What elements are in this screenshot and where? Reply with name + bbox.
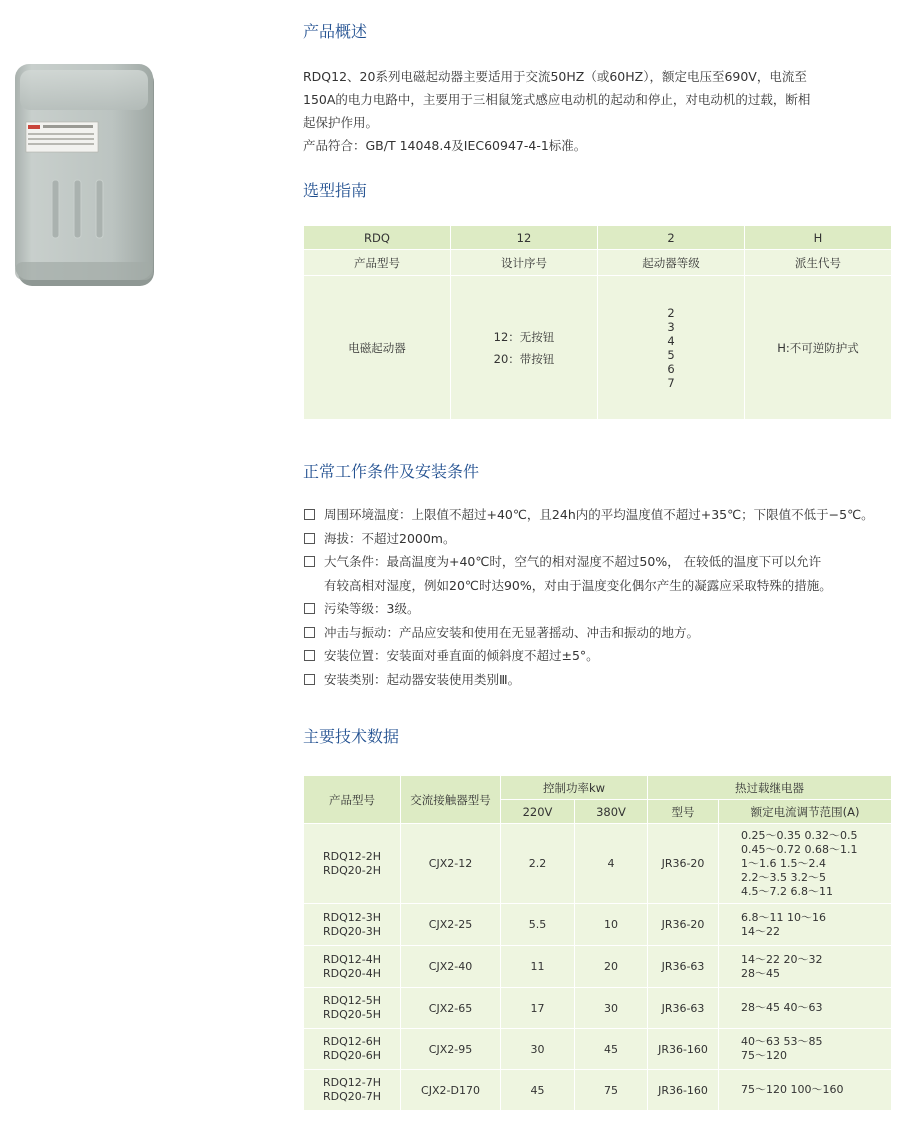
overview-text	[303, 65, 913, 157]
header-model: 产品型号	[304, 776, 401, 824]
overview-line: 起保护作用。	[303, 115, 379, 130]
checkbox-icon	[304, 556, 315, 567]
condition-text: 周围环境温度：上限值不超过+40℃，且24h内的平均温度值不超过+35℃；下限值不低于−5℃。	[324, 507, 874, 522]
table-row	[304, 1029, 892, 1070]
tech-title: 主要技术数据	[303, 727, 400, 746]
model-value: RDQ20-6H	[322, 1049, 381, 1062]
range-value: 1～1.6 1.5～2.4	[741, 856, 826, 870]
tech-table	[303, 775, 892, 1111]
header-power: 控制功率kw	[501, 776, 648, 800]
starter-enclosure-image	[12, 62, 160, 290]
header-220v: 220V	[501, 800, 575, 824]
conditions-title: 正常工作条件及安装条件	[303, 462, 480, 481]
selection-table	[303, 225, 892, 420]
header-380v: 380V	[575, 800, 648, 824]
checkbox-icon	[304, 533, 315, 544]
range-cell	[719, 1070, 892, 1111]
range-value: 28～45 40～63	[741, 1001, 823, 1014]
model-value: RDQ20-5H	[322, 1008, 381, 1021]
power-380-cell: 30	[575, 988, 648, 1029]
code-cell: H	[745, 226, 892, 250]
relay-model-cell: JR36-63	[648, 988, 719, 1029]
grade-cell	[598, 276, 745, 420]
design-option: 12：无按钮	[493, 329, 555, 344]
power-380-cell: 20	[575, 946, 648, 988]
derived-cell: H:不可逆防护式	[745, 276, 892, 420]
table-row	[304, 904, 892, 946]
condition-item	[303, 644, 915, 668]
relay-model-cell: JR36-20	[648, 824, 719, 904]
label-cell: 派生代号	[745, 250, 892, 276]
conditions-list	[303, 503, 915, 691]
model-value: RDQ12-3H	[322, 910, 381, 924]
grade-value: 3	[667, 319, 675, 334]
model-value: RDQ12-4H	[322, 952, 381, 966]
range-cell	[719, 1029, 892, 1070]
range-value: 2.2～3.5 3.2～5	[741, 870, 826, 884]
condition-item	[303, 550, 915, 574]
model-cell	[304, 988, 401, 1029]
power-220-cell: 11	[501, 946, 575, 988]
table-row	[304, 946, 892, 988]
checkbox-icon	[304, 627, 315, 638]
range-value: 75～120	[741, 1049, 788, 1062]
condition-item	[303, 503, 915, 527]
power-380-cell: 10	[575, 904, 648, 946]
contactor-cell: CJX2-40	[401, 946, 501, 988]
range-value: 28～45	[741, 966, 781, 980]
relay-model-cell: JR36-160	[648, 1070, 719, 1111]
label-cell: 起动器等级	[598, 250, 745, 276]
contactor-cell: CJX2-95	[401, 1029, 501, 1070]
range-cell	[719, 946, 892, 988]
range-cell	[719, 904, 892, 946]
range-value: 14～22 20～32	[741, 952, 823, 966]
overview-title: 产品概述	[303, 22, 368, 41]
code-cell: RDQ	[304, 226, 451, 250]
design-cell	[451, 276, 598, 420]
grade-value: 4	[667, 333, 675, 348]
relay-model-cell: JR36-20	[648, 904, 719, 946]
condition-item	[303, 527, 915, 551]
condition-text: 大气条件：最高温度为+40℃时，空气的相对湿度不超过50%， 在较低的温度下可以允许	[324, 554, 822, 569]
selection-label-row	[304, 250, 892, 276]
power-220-cell: 17	[501, 988, 575, 1029]
header-contactor: 交流接触器型号	[401, 776, 501, 824]
checkbox-icon	[304, 674, 315, 685]
range-cell	[719, 988, 892, 1029]
model-value: RDQ20-3H	[322, 924, 381, 938]
overview-line: RDQ12、20系列电磁起动器主要适用于交流50HZ（或60HZ），额定电压至690V，电流至	[303, 69, 807, 84]
label-cell: 设计序号	[451, 250, 598, 276]
power-380-cell: 45	[575, 1029, 648, 1070]
condition-text: 污染等级：3级。	[324, 601, 420, 616]
model-cell	[304, 1029, 401, 1070]
model-value: RDQ12-6H	[322, 1035, 381, 1048]
range-value: 75～120 100～160	[741, 1083, 844, 1096]
selection-code-row	[304, 226, 892, 250]
model-cell	[304, 946, 401, 988]
model-cell	[304, 904, 401, 946]
overview-line: 150A的电力电路中，主要用于三相鼠笼式感应电动机的起动和停止，对电动机的过载，断相	[303, 92, 811, 107]
model-value: RDQ12-5H	[322, 994, 381, 1007]
condition-item-continuation	[303, 574, 915, 598]
model-cell	[304, 1070, 401, 1111]
model-value: RDQ20-7H	[322, 1090, 381, 1103]
selection-body-row	[304, 276, 892, 420]
condition-item	[303, 668, 915, 692]
condition-text: 安装类别：起动器安装使用类别Ⅲ。	[324, 671, 521, 687]
contactor-cell: CJX2-65	[401, 988, 501, 1029]
table-row	[304, 824, 892, 904]
product-cell: 电磁起动器	[304, 276, 451, 420]
grade-value: 2	[667, 305, 675, 320]
header-relay: 热过载继电器	[648, 776, 892, 800]
model-value: RDQ12-2H	[322, 849, 381, 863]
header-range: 额定电流调节范围(A)	[719, 800, 892, 824]
power-220-cell: 5.5	[501, 904, 575, 946]
range-value: 4.5～7.2 6.8～11	[741, 884, 833, 898]
model-value: RDQ20-4H	[322, 966, 381, 980]
range-value: 0.45～0.72 0.68～1.1	[741, 842, 858, 856]
overview-line: 产品符合：GB/T 14048.4及IEC60947-4-1标准。	[303, 138, 587, 153]
checkbox-icon	[304, 650, 315, 661]
condition-text: 有较高相对湿度，例如20℃时达90%，对由于温度变化偶尔产生的凝露应采取特殊的措施。	[324, 577, 832, 593]
range-value: 14～22	[741, 924, 781, 938]
power-220-cell: 45	[501, 1070, 575, 1111]
tech-header-row-1	[304, 776, 892, 800]
power-220-cell: 30	[501, 1029, 575, 1070]
grade-value: 6	[667, 361, 675, 376]
condition-text: 海拔：不超过2000m。	[324, 530, 456, 546]
checkbox-icon	[304, 603, 315, 614]
condition-text: 冲击与振动：产品应安装和使用在无显著摇动、冲击和振动的地方。	[324, 624, 700, 640]
table-row	[304, 988, 892, 1029]
contactor-cell: CJX2-D170	[401, 1070, 501, 1111]
range-value: 0.25～0.35 0.32～0.5	[741, 828, 858, 842]
contactor-cell: CJX2-25	[401, 904, 501, 946]
code-cell: 12	[451, 226, 598, 250]
power-220-cell: 2.2	[501, 824, 575, 904]
grade-value: 5	[667, 347, 675, 362]
range-value: 6.8～11 10～16	[741, 910, 826, 924]
range-value: 40～63 53～85	[741, 1035, 823, 1048]
condition-item	[303, 621, 915, 645]
model-value: RDQ20-2H	[322, 863, 381, 877]
model-value: RDQ12-7H	[322, 1076, 381, 1089]
power-380-cell: 75	[575, 1070, 648, 1111]
design-option: 20：带按钮	[493, 351, 555, 366]
relay-model-cell: JR36-63	[648, 946, 719, 988]
label-cell: 产品型号	[304, 250, 451, 276]
table-row	[304, 1070, 892, 1111]
power-380-cell: 4	[575, 824, 648, 904]
condition-text: 安装位置：安装面对垂直面的倾斜度不超过±5°。	[324, 648, 599, 663]
selection-title: 选型指南	[303, 181, 368, 200]
model-cell	[304, 824, 401, 904]
code-cell: 2	[598, 226, 745, 250]
checkbox-icon	[304, 509, 315, 520]
relay-model-cell: JR36-160	[648, 1029, 719, 1070]
range-cell	[719, 824, 892, 904]
contactor-cell: CJX2-12	[401, 824, 501, 904]
condition-item	[303, 597, 915, 621]
header-relay-model: 型号	[648, 800, 719, 824]
grade-value: 7	[667, 375, 675, 390]
